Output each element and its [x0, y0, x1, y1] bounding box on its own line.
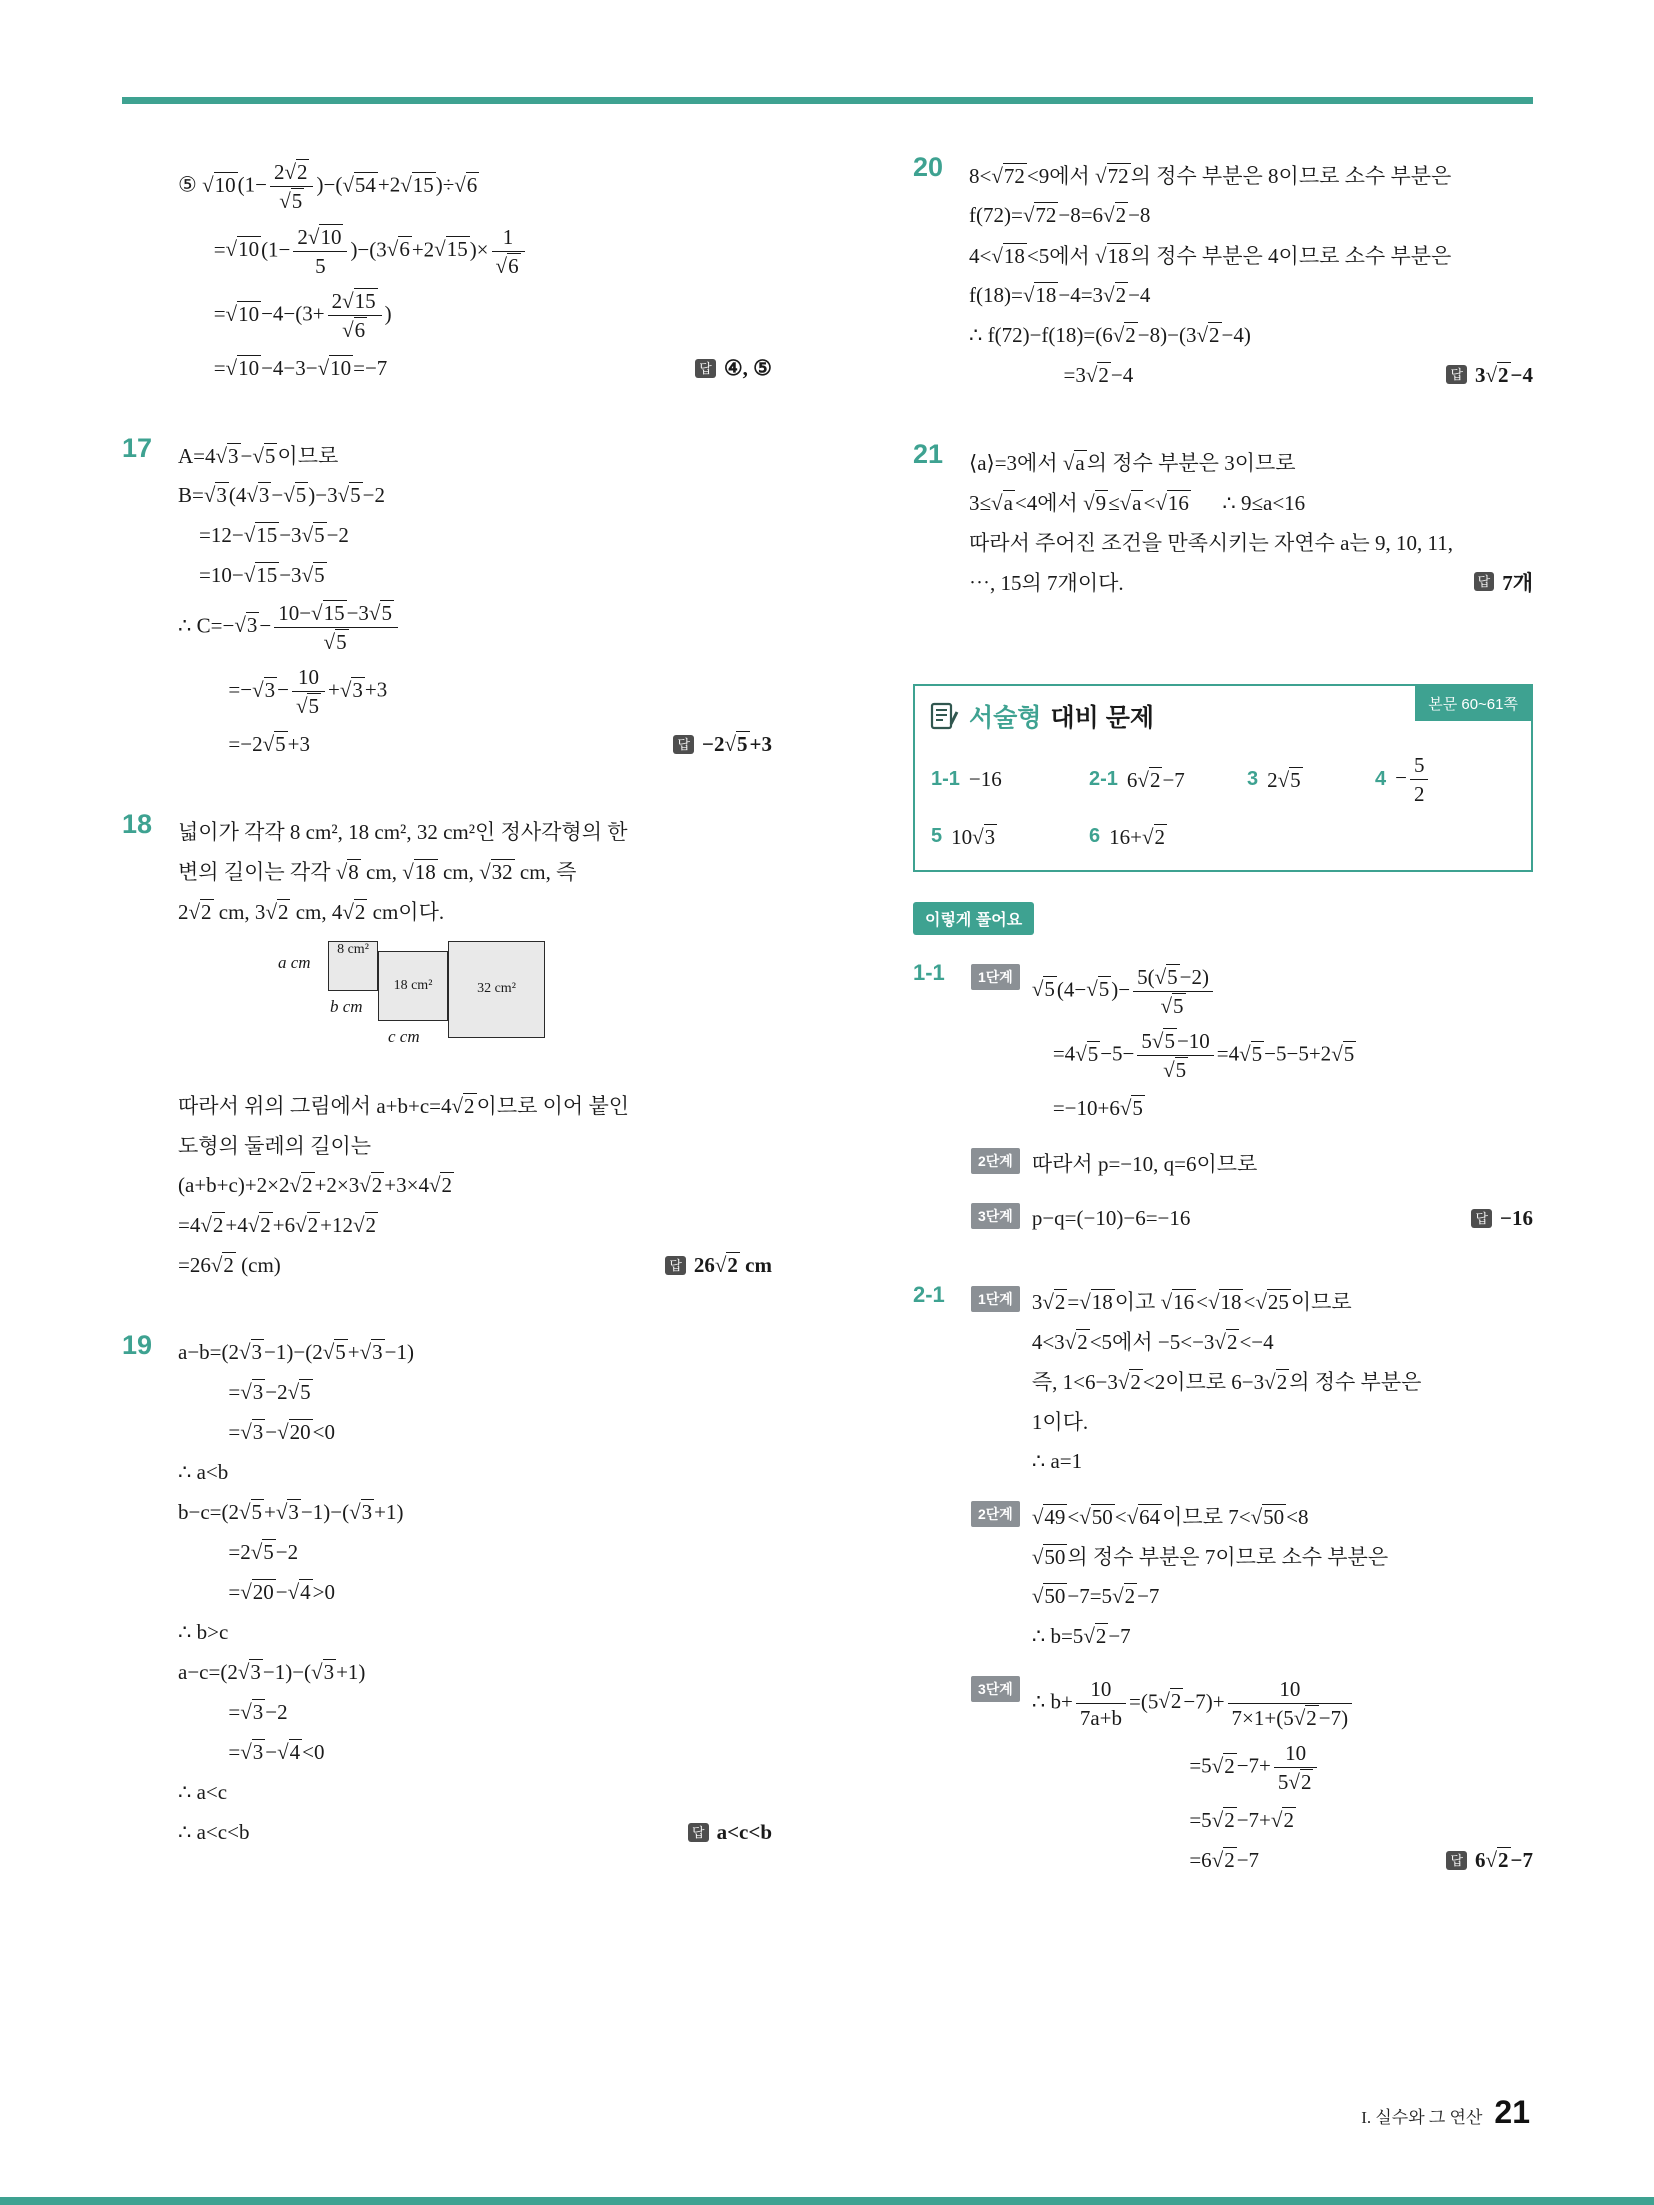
math-text: =− √ 3− 10 √ 5 + √ 3+3	[228, 664, 387, 720]
answer	[1432, 1847, 1533, 1873]
step-badge: 3단계	[971, 1203, 1020, 1229]
math-line	[1032, 1446, 1533, 1477]
step-row	[971, 955, 1533, 1133]
answer-number: 2-1	[1089, 768, 1118, 791]
math-text: = √ 20− √ 4>0	[228, 1579, 335, 1605]
math-line	[178, 440, 772, 471]
math-text: 4< √ 18<5에서 √ 18의 정수 부분은 4이므로 소수 부분은	[969, 240, 1451, 270]
math-line	[178, 1130, 772, 1161]
math-text: ∴ b=5 √ 2−7	[1032, 1623, 1131, 1649]
math-line	[1032, 1203, 1533, 1234]
math-text: 3≤ √ a<4에서 √ 9≤ √ a< √ 16 ∴ 9≤a<16	[969, 487, 1305, 517]
math-line	[178, 1417, 772, 1448]
math-line	[1032, 1805, 1533, 1836]
math-text: 도형의 둘레의 길이는	[178, 1134, 372, 1158]
answer-item	[931, 752, 1089, 808]
step-row	[971, 1492, 1533, 1661]
answer-mark: 답	[1471, 1209, 1492, 1228]
math-text: 즉, 1<6−3 √ 2<2이므로 6−3 √ 2의 정수 부분은	[1032, 1366, 1422, 1396]
answer	[1432, 362, 1533, 388]
problem-body	[969, 150, 1533, 399]
square-label: 18 cm²	[393, 977, 433, 993]
math-text: 따라서 p=−10, q=6이므로	[1031, 1152, 1258, 1176]
math-text: =−2 √ 5+3	[228, 731, 310, 757]
math-text: =10− √ 15−3 √ 5	[199, 562, 327, 588]
math-text: b−c=(2 √ 5+ √ 3−1)−( √ 3+1)	[178, 1499, 403, 1525]
content-columns	[122, 150, 1533, 1919]
solution-1-1	[913, 955, 1533, 1249]
problem-body	[969, 437, 1533, 606]
math-text: ∴ a=1	[1031, 1448, 1083, 1473]
math-line	[178, 159, 772, 215]
math-text: =3 √ 2−4	[1064, 362, 1134, 388]
math-line	[178, 224, 772, 280]
answer-mark: 답	[695, 359, 716, 378]
math-line	[1032, 1093, 1533, 1124]
figure-label-b: b cm	[330, 996, 363, 1016]
box-title	[969, 698, 1154, 734]
answer-number: 1-1	[931, 768, 960, 791]
math-text: √ 50−7=5 √ 2−7	[1032, 1583, 1160, 1609]
footer-page-number: 21	[1494, 2094, 1530, 2130]
math-line	[1032, 1406, 1533, 1437]
math-line	[178, 664, 772, 720]
math-line	[178, 1497, 772, 1528]
step-lines	[1032, 955, 1533, 1133]
answer-number: 4	[1375, 768, 1387, 791]
answer-value: 16+ √ 2	[1109, 824, 1167, 850]
problem-number: 18	[122, 808, 153, 839]
problem-number	[122, 150, 178, 393]
problem-number: 19	[122, 1329, 153, 1360]
math-text: f(18)= √ 18−4=3 √ 2−4	[969, 282, 1150, 308]
math-line	[1032, 1028, 1533, 1084]
math-line	[178, 1250, 772, 1281]
answer-item	[1375, 752, 1515, 808]
math-line	[1032, 1366, 1533, 1397]
answer-value: − $\frac{5}{2}$	[1395, 752, 1431, 808]
math-line	[1032, 1501, 1533, 1532]
math-line	[178, 1737, 772, 1768]
answer-number: 6	[1089, 825, 1101, 847]
problem-number: 17	[122, 432, 153, 463]
math-line	[178, 1090, 772, 1121]
answer-value: 3 √ 2−4	[1475, 362, 1533, 388]
answer-value: 6 √ 2−7	[1475, 1847, 1533, 1873]
math-line	[178, 1697, 772, 1728]
step-badge: 2단계	[971, 1148, 1020, 1174]
step-row	[971, 1277, 1533, 1486]
math-text: 4<3 √ 2<5에서 −5<−3 √ 2<−4	[1032, 1326, 1274, 1356]
math-line	[969, 486, 1533, 517]
top-accent-bar	[122, 97, 1533, 104]
seosulhyeong-answer-box	[913, 684, 1533, 872]
column-right	[913, 150, 1533, 1919]
answer-number: 5	[931, 825, 943, 847]
problem-body	[178, 1328, 772, 1857]
figure-label-a: a cm	[278, 952, 311, 972]
math-text: ∴ b+ $\frac{10}{7a+b}$ =(5 √ 2−7)+ $\frac{10}{7\times 1+(5 √ 2-7)}$	[1032, 1676, 1355, 1732]
math-line	[178, 600, 772, 656]
problem-19	[122, 1328, 772, 1857]
step-lines	[1032, 1277, 1533, 1486]
math-line	[178, 1210, 772, 1241]
math-line	[969, 446, 1533, 477]
bottom-accent-bar	[0, 2197, 1654, 2205]
square-18	[378, 951, 448, 1021]
math-line	[1032, 1740, 1533, 1796]
problem-17	[122, 431, 772, 769]
math-line	[969, 359, 1533, 390]
math-line	[178, 353, 772, 384]
math-text: =5 √ 2−7+ $\frac{10}{5 √ 2}$	[1189, 1740, 1320, 1796]
math-text: ∴ a<c	[178, 1779, 228, 1804]
answer-number: 3	[1247, 768, 1259, 791]
math-text: 따라서 주어진 조건을 만족시키는 자연수 a는 9, 10, 11,	[969, 530, 1453, 555]
math-text: B= √ 3(4 √ 3− √ 5)−3 √ 5−2	[178, 482, 385, 508]
math-line	[969, 319, 1533, 350]
math-text: ∴ b>c	[178, 1619, 229, 1644]
step-row	[971, 1194, 1533, 1243]
math-text: 넓이가 각각 8 cm², 18 cm², 32 cm²인 정사각형의 한	[178, 820, 628, 844]
answer-mark: 답	[1474, 572, 1495, 591]
page-footer	[1361, 2094, 1530, 2131]
answer-value: 2 √ 5	[1267, 767, 1303, 793]
math-line	[969, 239, 1533, 270]
math-text: 3 √ 2= √ 18이고 √ 16< √ 18< √ 25이므로	[1032, 1286, 1352, 1316]
answer-item	[1247, 752, 1375, 808]
answer-value: 26 √ 2 cm	[694, 1252, 772, 1278]
math-text: =2 √ 5−2	[228, 1539, 298, 1565]
math-line	[178, 1457, 772, 1488]
math-text: =4 √ 2+4 √ 2+6 √ 2+12 √ 2	[178, 1212, 378, 1238]
math-line	[178, 1617, 772, 1648]
answer-item	[931, 824, 1089, 850]
math-text: =12− √ 15−3 √ 5−2	[199, 522, 349, 548]
column-left	[122, 150, 772, 1919]
math-text: =5 √ 2−7+ √ 2	[1189, 1807, 1296, 1833]
math-text: ∴ C=− √ 3− 10− √ 15−3 √ 5 √ 5	[178, 600, 401, 656]
problem-body	[178, 431, 772, 769]
answer-mark: 답	[1446, 365, 1467, 384]
solution-number: 2-1	[913, 1281, 945, 1307]
math-text: A=4 √ 3− √ 5이므로	[178, 440, 338, 470]
math-text: √ 50의 정수 부분은 7이므로 소수 부분은	[1032, 1541, 1388, 1571]
math-line	[1032, 964, 1533, 1020]
footer-chapter: I. 실수와 그 연산	[1361, 2108, 1483, 2127]
answer	[659, 731, 772, 757]
howto-badge: 이렇게 풀어요	[913, 902, 1034, 935]
solution-body	[971, 955, 1533, 1249]
math-text: f(72)= √ 72−8=6 √ 2−8	[969, 202, 1150, 228]
math-line	[178, 1817, 772, 1848]
box-title-rest: 대비 문제	[1050, 704, 1154, 732]
math-text: = √ 10−4−3− √ 10=−7	[214, 355, 388, 381]
problem-number: 21	[913, 439, 944, 469]
math-line	[178, 856, 772, 887]
answer	[1460, 567, 1533, 597]
step-lines	[1032, 1667, 1533, 1885]
math-text: = √ 3−2	[228, 1699, 287, 1725]
step-lines	[1032, 1139, 1533, 1188]
math-text: =26 √ 2 (cm)	[178, 1252, 281, 1278]
math-line	[178, 1337, 772, 1368]
math-line	[1032, 1541, 1533, 1572]
math-text: p−q=(−10)−6=−16	[1031, 1205, 1191, 1230]
square-8	[328, 941, 378, 991]
problem-body	[178, 150, 772, 393]
math-text: ∴ a<b	[178, 1459, 229, 1484]
math-line	[1032, 1845, 1533, 1876]
worksheet-icon	[929, 701, 959, 731]
page-reference-tag: 본문 60~61쪽	[1415, 686, 1531, 721]
step-lines	[1032, 1194, 1533, 1243]
square-label: 8 cm²	[337, 941, 369, 957]
math-line	[178, 1537, 772, 1568]
math-text: ⋯, 15의 7개이다.	[969, 570, 1124, 595]
math-text: ∴ a<c<b	[178, 1819, 250, 1844]
problem-21	[913, 437, 1533, 606]
math-text: ⑤ √ 10(1− 2 √ 2 √ 5 )−( √ 54+2 √ 15)÷ √ 6	[178, 159, 479, 215]
math-line	[178, 896, 772, 927]
step-row	[971, 1139, 1533, 1188]
step-lines	[1032, 1492, 1533, 1661]
math-line	[178, 1377, 772, 1408]
math-line	[1032, 1286, 1533, 1317]
answer	[1457, 1206, 1533, 1231]
answer-value: −2 √ 5+3	[702, 731, 772, 757]
answer-value: 7개	[1502, 570, 1533, 595]
math-line	[1032, 1621, 1533, 1652]
math-text: = √ 3− √ 4<0	[228, 1739, 324, 1765]
math-text: 8< √ 72<9에서 √ 72의 정수 부분은 8이므로 소수 부분은	[969, 160, 1451, 190]
math-text: a−c=(2 √ 3−1)−( √ 3+1)	[178, 1659, 365, 1685]
problem-number: 20	[913, 152, 944, 182]
math-line	[969, 199, 1533, 230]
math-line	[969, 159, 1533, 190]
math-text: 변의 길이는 각각 √ 8 cm, √ 18 cm, √ 32 cm, 즉	[178, 856, 576, 886]
step-badge: 1단계	[971, 964, 1020, 990]
box-header	[915, 686, 1531, 744]
math-text: =4 √ 5−5− 5 √ 5−10 √ 5 =4 √ 5−5−5+2 √ 5	[1053, 1028, 1356, 1084]
answer-mark: 답	[673, 735, 694, 754]
answer-value: ④, ⑤	[723, 355, 772, 380]
answer	[674, 1820, 772, 1845]
answer-value: 6 √ 2−7	[1127, 767, 1185, 793]
answer-value: 10 √ 3	[951, 824, 997, 850]
math-line	[969, 279, 1533, 310]
math-line	[178, 1577, 772, 1608]
math-text: ∴ f(72)−f(18)=(6 √ 2−8)−(3 √ 2−4)	[969, 322, 1251, 348]
math-text: √ 49< √ 50< √ 64이므로 7< √ 50<8	[1032, 1501, 1309, 1531]
step-badge: 1단계	[971, 1286, 1020, 1312]
figure-label-c: c cm	[388, 1026, 420, 1046]
math-text: a−b=(2 √ 3−1)−(2 √ 5+ √ 3−1)	[178, 1339, 414, 1365]
math-line	[1032, 1676, 1533, 1732]
box-title-accent: 서술형	[969, 704, 1042, 732]
math-text: √ 5(4− √ 5)− 5( √ 5−2) √ 5	[1032, 964, 1216, 1020]
math-text: = √ 3−2 √ 5	[228, 1379, 312, 1405]
math-text: 따라서 위의 그림에서 a+b+c=4 √ 2이므로 이어 붙인	[178, 1090, 629, 1120]
attached-squares-figure	[264, 939, 772, 1081]
math-line	[969, 526, 1533, 557]
math-line	[178, 1170, 772, 1201]
problem-16-continuation	[122, 150, 772, 393]
square-label: 32 cm²	[477, 981, 516, 996]
math-line	[178, 816, 772, 847]
square-32	[448, 941, 545, 1038]
answer-value: −16	[968, 767, 1002, 792]
math-line	[178, 288, 772, 344]
answer	[681, 356, 772, 381]
math-text: = √ 10−4−(3+ 2 √ 15 √ 6 )	[214, 288, 392, 344]
math-text: 1이다.	[1031, 1410, 1089, 1434]
answer-item	[1089, 824, 1247, 850]
math-line	[1032, 1326, 1533, 1357]
answers-grid	[915, 744, 1531, 850]
step-badge: 3단계	[971, 1676, 1020, 1702]
problem-20	[913, 150, 1533, 399]
math-text: (a+b+c)+2×2 √ 2+2×3 √ 2+3×4 √ 2	[178, 1172, 454, 1198]
math-text: 2 √ 2 cm, 3 √ 2 cm, 4 √ 2 cm이다.	[178, 896, 444, 926]
math-text: = √ 3− √ 20<0	[228, 1419, 335, 1445]
math-line	[178, 1777, 772, 1808]
solution-number: 1-1	[913, 959, 945, 985]
math-line	[178, 520, 772, 551]
math-line	[178, 1657, 772, 1688]
math-text: =−10+6 √ 5	[1053, 1095, 1145, 1121]
problem-body	[178, 807, 772, 1290]
answer	[651, 1252, 772, 1278]
solution-2-1	[913, 1277, 1533, 1891]
math-line	[178, 729, 772, 760]
solution-body	[971, 1277, 1533, 1891]
answer-mark: 답	[688, 1823, 709, 1842]
math-line	[178, 560, 772, 591]
math-text: =6 √ 2−7	[1189, 1847, 1259, 1873]
answer-mark: 답	[665, 1256, 686, 1275]
answer-item	[1089, 752, 1247, 808]
answer-value: −16	[1500, 1205, 1533, 1230]
math-line	[969, 566, 1533, 597]
math-text: = √ 10(1− $\frac{2 √ 10}{5}$ )−(3 √ 6+2 √ 15)× 1 √ 6	[214, 224, 528, 280]
math-text: ⟨a⟩=3에서 √ a의 정수 부분은 3이므로	[969, 447, 1296, 477]
answer-mark: 답	[1446, 1851, 1467, 1870]
math-line	[178, 480, 772, 511]
math-line	[1032, 1148, 1533, 1179]
step-badge: 2단계	[971, 1501, 1020, 1527]
problem-18	[122, 807, 772, 1290]
math-line	[1032, 1581, 1533, 1612]
answer-value: a<c<b	[716, 1819, 772, 1844]
step-row	[971, 1667, 1533, 1885]
